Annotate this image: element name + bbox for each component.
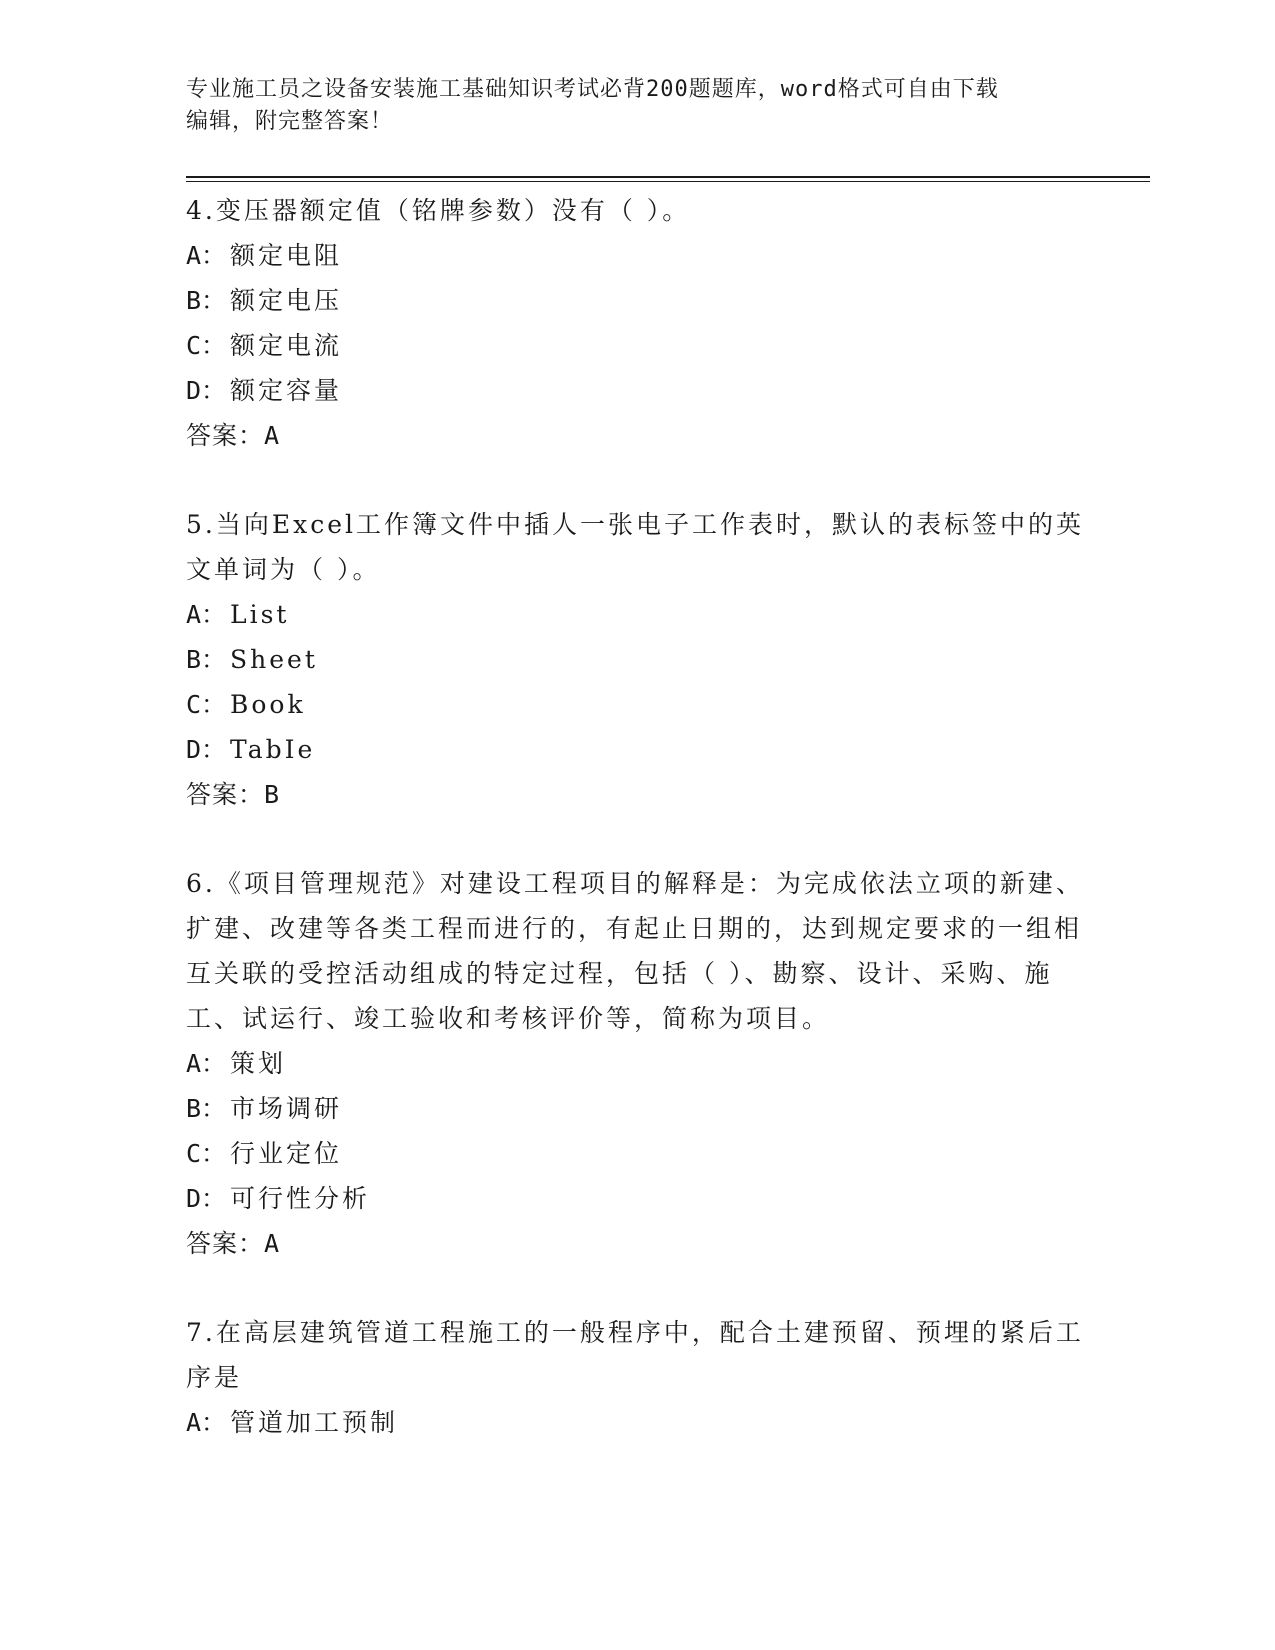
- option-text: 额定电阻: [230, 241, 343, 270]
- question-6: [186, 861, 1086, 1266]
- option-letter: B：: [186, 1094, 227, 1123]
- question-stem: 5.当向Excel工作簿文件中插人一张电子工作表时，默认的表标签中的英文单词为（ ）。: [186, 510, 1084, 584]
- spacer: [186, 458, 1086, 502]
- answer-line: [186, 1221, 1086, 1266]
- option-d: [186, 1176, 1086, 1221]
- answer-value: B: [264, 780, 281, 809]
- document-header: 专业施工员之设备安装施工基础知识考试必背200题题库，word格式可自由下载 编辑，附完整答案！: [186, 77, 999, 134]
- question-7: [186, 1310, 1086, 1445]
- option-a: [186, 233, 1086, 278]
- answer-label: 答案：: [186, 780, 265, 809]
- question-stem: 4.变压器额定值（铭牌参数）没有（ ）。: [186, 196, 691, 225]
- option-letter: B：: [186, 645, 227, 674]
- question-4: [186, 188, 1086, 458]
- option-text: 行业定位: [230, 1139, 343, 1168]
- option-text: TabIe: [230, 735, 316, 764]
- option-letter: D：: [186, 376, 227, 405]
- answer-label: 答案：: [186, 1229, 265, 1258]
- answer-value: A: [264, 1229, 281, 1258]
- header-rule-thick: [186, 176, 1150, 178]
- option-text: Book: [230, 690, 306, 719]
- header-rule-thin: [186, 181, 1150, 182]
- option-text: Sheet: [230, 645, 318, 674]
- option-text: 市场调研: [230, 1094, 343, 1123]
- option-letter: A：: [186, 1049, 227, 1078]
- option-d: [186, 368, 1086, 413]
- option-letter: D：: [186, 1184, 227, 1213]
- option-letter: D：: [186, 735, 227, 764]
- option-d: [186, 727, 1086, 772]
- option-text: 可行性分析: [230, 1184, 371, 1213]
- question-stem: 6.《项目管理规范》对建设工程项目的解释是：为完成依法立项的新建、扩建、改建等各类工程而进行的，有起止日期的，达到规定要求的一组相互关联的受控活动组成的特定过程，包括（ ）、勘察、设计、采购、施工、试运行、竣工验收和考核评价等，简称为项目。: [186, 869, 1084, 1033]
- answer-line: [186, 413, 1086, 458]
- option-letter: C：: [186, 690, 227, 719]
- option-letter: C：: [186, 1139, 227, 1168]
- question-5: [186, 502, 1086, 817]
- option-letter: C：: [186, 331, 227, 360]
- option-letter: A：: [186, 241, 227, 270]
- answer-label: 答案：: [186, 421, 265, 450]
- option-a: [186, 1400, 1086, 1445]
- answer-line: [186, 772, 1086, 817]
- option-text: 额定电压: [230, 286, 343, 315]
- option-a: [186, 1041, 1086, 1086]
- option-text: 管道加工预制: [230, 1408, 399, 1437]
- option-b: [186, 1086, 1086, 1131]
- question-stem: 7.在高层建筑管道工程施工的一般程序中，配合土建预留、预埋的紧后工序是: [186, 1318, 1084, 1392]
- option-c: [186, 323, 1086, 368]
- option-b: [186, 278, 1086, 323]
- option-letter: B：: [186, 286, 227, 315]
- option-text: 策划: [230, 1049, 287, 1078]
- question-list: [186, 188, 1086, 1445]
- option-c: [186, 1131, 1086, 1176]
- spacer: [186, 1266, 1086, 1310]
- option-letter: A：: [186, 600, 227, 629]
- option-text: 额定电流: [230, 331, 343, 360]
- option-b: [186, 637, 1086, 682]
- answer-value: A: [264, 421, 281, 450]
- option-text: List: [230, 600, 290, 629]
- option-text: 额定容量: [230, 376, 343, 405]
- option-a: [186, 592, 1086, 637]
- option-letter: A：: [186, 1408, 227, 1437]
- spacer: [186, 817, 1086, 861]
- option-c: [186, 682, 1086, 727]
